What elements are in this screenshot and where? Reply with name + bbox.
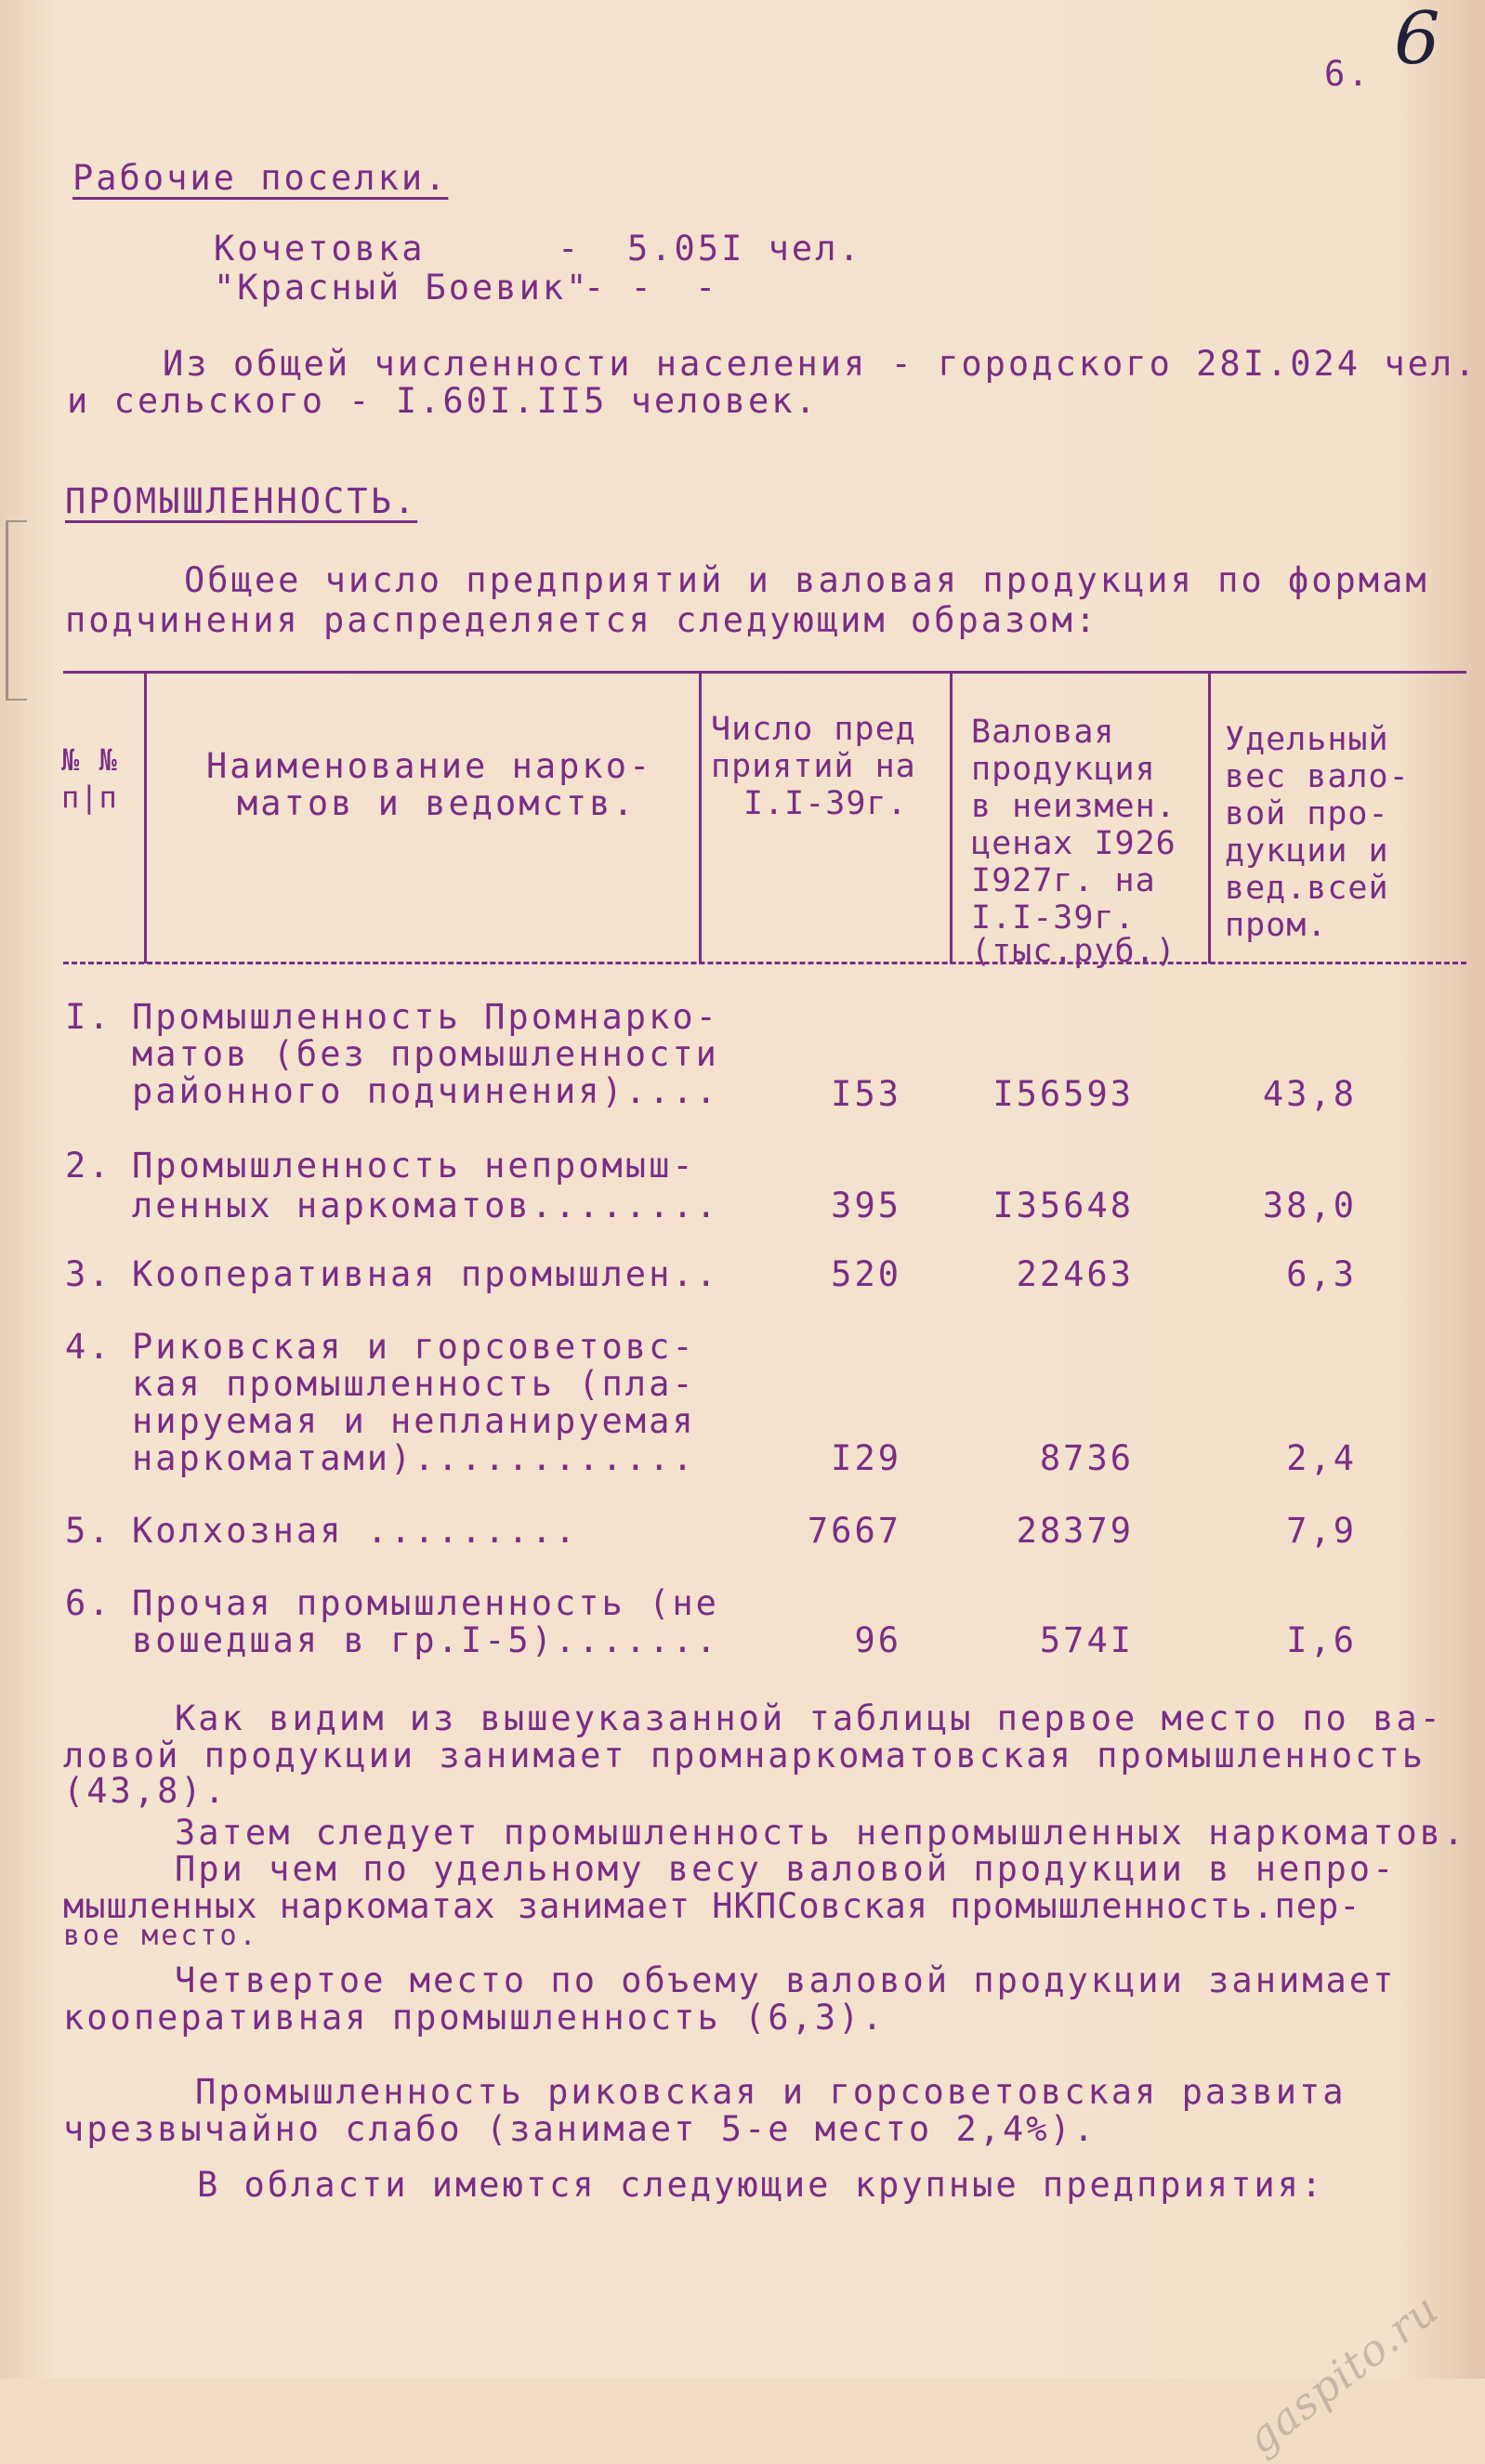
header-count: Число пред bbox=[711, 711, 916, 748]
row-name-line: нируемая и непланируемая bbox=[132, 1401, 696, 1441]
row-count: 7667 bbox=[807, 1511, 901, 1551]
header-share: пром. bbox=[1225, 907, 1328, 944]
row-share: 6,3 bbox=[1286, 1254, 1357, 1294]
row-number: 5. bbox=[65, 1511, 112, 1551]
conclusion-line: При чем по удельному весу валовой продукции в непро- bbox=[175, 1849, 1397, 1889]
row-number: I. bbox=[65, 997, 112, 1037]
settlement-value: - bbox=[695, 268, 719, 308]
row-gross: I56593 bbox=[992, 1074, 1134, 1114]
row-name-line: вошедшая в гр.I-5)....... bbox=[132, 1620, 719, 1660]
row-share: 7,9 bbox=[1286, 1511, 1357, 1551]
row-name-line: кая промышленность (пла- bbox=[132, 1364, 696, 1404]
conclusion-line: Четвертое место по объему валовой продукции занимает bbox=[175, 1960, 1397, 2000]
conclusion-line: вое место. bbox=[63, 1920, 259, 1952]
conclusion-line: Затем следует промышленность непромышленных наркоматов. bbox=[175, 1813, 1467, 1853]
row-name-line: районного подчинения).... bbox=[132, 1071, 719, 1111]
header-no: № № bbox=[61, 742, 118, 778]
page-number: 6. bbox=[1324, 54, 1372, 94]
row-share: 2,4 bbox=[1286, 1438, 1357, 1478]
header-share: вед.всей bbox=[1225, 870, 1389, 907]
row-number: 6. bbox=[65, 1583, 112, 1623]
table-column-divider bbox=[699, 671, 702, 963]
header-gross: продукция bbox=[971, 751, 1156, 788]
header-gross: I.I-39г. bbox=[971, 899, 1136, 937]
header-share: Удельный bbox=[1225, 721, 1389, 758]
industry-intro: Общее число предприятий и валовая продукция по формам bbox=[184, 560, 1429, 600]
header-share: вес вало- bbox=[1225, 758, 1410, 795]
row-gross: 574I bbox=[1039, 1620, 1134, 1660]
row-share: 43,8 bbox=[1262, 1074, 1357, 1114]
conclusion-line: ловой продукции занимает промнаркоматовская промышленность bbox=[63, 1736, 1426, 1776]
header-name: матов и ведомств. bbox=[237, 783, 637, 823]
header-name: Наименование нарко- bbox=[206, 746, 653, 786]
row-name-line: Кооперативная промышлен.. bbox=[132, 1254, 719, 1294]
header-share: дукции и bbox=[1225, 832, 1389, 870]
row-name-line: Прочая промышленность (не bbox=[132, 1583, 719, 1623]
row-number: 4. bbox=[65, 1327, 112, 1367]
table-top-rule bbox=[63, 671, 1466, 674]
binding-mark bbox=[6, 520, 27, 701]
row-name-line: матов (без промышленности bbox=[132, 1034, 719, 1074]
header-share: вой про- bbox=[1225, 795, 1389, 832]
watermark: gaspito.ru bbox=[1236, 2283, 1448, 2464]
industry-heading: ПРОМЫШЛЕННОСТЬ. bbox=[65, 481, 418, 521]
conclusion-line: В области имеются следующие крупные предприятия: bbox=[197, 2165, 1325, 2205]
row-gross: 22463 bbox=[1016, 1254, 1134, 1294]
table-header-rule bbox=[63, 962, 1466, 964]
header-gross: ценах I926 bbox=[971, 825, 1176, 862]
table-column-divider bbox=[1208, 671, 1211, 963]
settlement-name: "Красный Боевик" bbox=[214, 268, 590, 308]
settlement-value: 5.05I чел. bbox=[627, 229, 862, 269]
settlement-dash: - - bbox=[584, 268, 654, 308]
row-name-line: наркоматами)............ bbox=[132, 1438, 696, 1478]
settlement-dash: - bbox=[558, 229, 582, 269]
row-number: 3. bbox=[65, 1254, 112, 1294]
header-count: I.I-39г. bbox=[743, 785, 908, 822]
handwritten-page-number: 6 bbox=[1394, 0, 1440, 81]
row-gross: 28379 bbox=[1016, 1511, 1134, 1551]
settlement-name: Кочетовка bbox=[214, 229, 426, 269]
row-count: 96 bbox=[854, 1620, 901, 1660]
header-gross: I927г. на bbox=[971, 862, 1156, 899]
conclusion-line: чрезвычайно слабо (занимает 5-е место 2,4%). bbox=[63, 2109, 1097, 2149]
header-gross: в неизмен. bbox=[971, 788, 1176, 825]
conclusion-line: (43,8). bbox=[63, 1771, 228, 1811]
population-line: и сельского - I.60I.II5 человек. bbox=[67, 381, 819, 421]
row-count: 395 bbox=[831, 1186, 901, 1225]
row-count: I29 bbox=[831, 1438, 901, 1478]
table-column-divider bbox=[950, 671, 953, 963]
row-gross: 8736 bbox=[1039, 1438, 1134, 1478]
header-count: приятий на bbox=[711, 748, 916, 785]
conclusion-line: Промышленность риковская и горсоветовская развита bbox=[195, 2072, 1347, 2112]
row-share: I,6 bbox=[1286, 1620, 1357, 1660]
header-no: п|п bbox=[61, 780, 118, 815]
settlements-heading: Рабочие поселки. bbox=[72, 158, 449, 198]
table-column-divider bbox=[144, 671, 147, 963]
header-gross: Валовая bbox=[971, 714, 1115, 751]
row-number: 2. bbox=[65, 1146, 112, 1186]
population-line: Из общей численности населения - городского 28I.024 чел. bbox=[163, 344, 1478, 384]
row-name-line: Промышленность непромыш- bbox=[132, 1146, 696, 1186]
row-name-line: Промышленность Промнарко- bbox=[132, 997, 719, 1037]
conclusion-line: Как видим из вышеуказанной таблицы первое место по ва- bbox=[175, 1698, 1443, 1738]
row-name-line: Риковская и горсоветовс- bbox=[132, 1327, 696, 1367]
row-count: 520 bbox=[831, 1254, 901, 1294]
header-gross: (тыс.руб.) bbox=[971, 933, 1176, 970]
industry-intro: подчинения распределяется следующим образом: bbox=[65, 600, 1099, 640]
row-count: I53 bbox=[831, 1074, 901, 1114]
row-share: 38,0 bbox=[1262, 1186, 1357, 1225]
row-name-line: Колхозная ......... bbox=[132, 1511, 579, 1551]
row-name-line: ленных наркоматов........ bbox=[132, 1186, 719, 1225]
conclusion-line: кооперативная промышленность (6,3). bbox=[63, 1998, 886, 2038]
row-gross: I35648 bbox=[992, 1186, 1134, 1225]
conclusion-line: мышленных наркоматах занимает НКПСовская промышленность.пер- bbox=[63, 1886, 1361, 1926]
